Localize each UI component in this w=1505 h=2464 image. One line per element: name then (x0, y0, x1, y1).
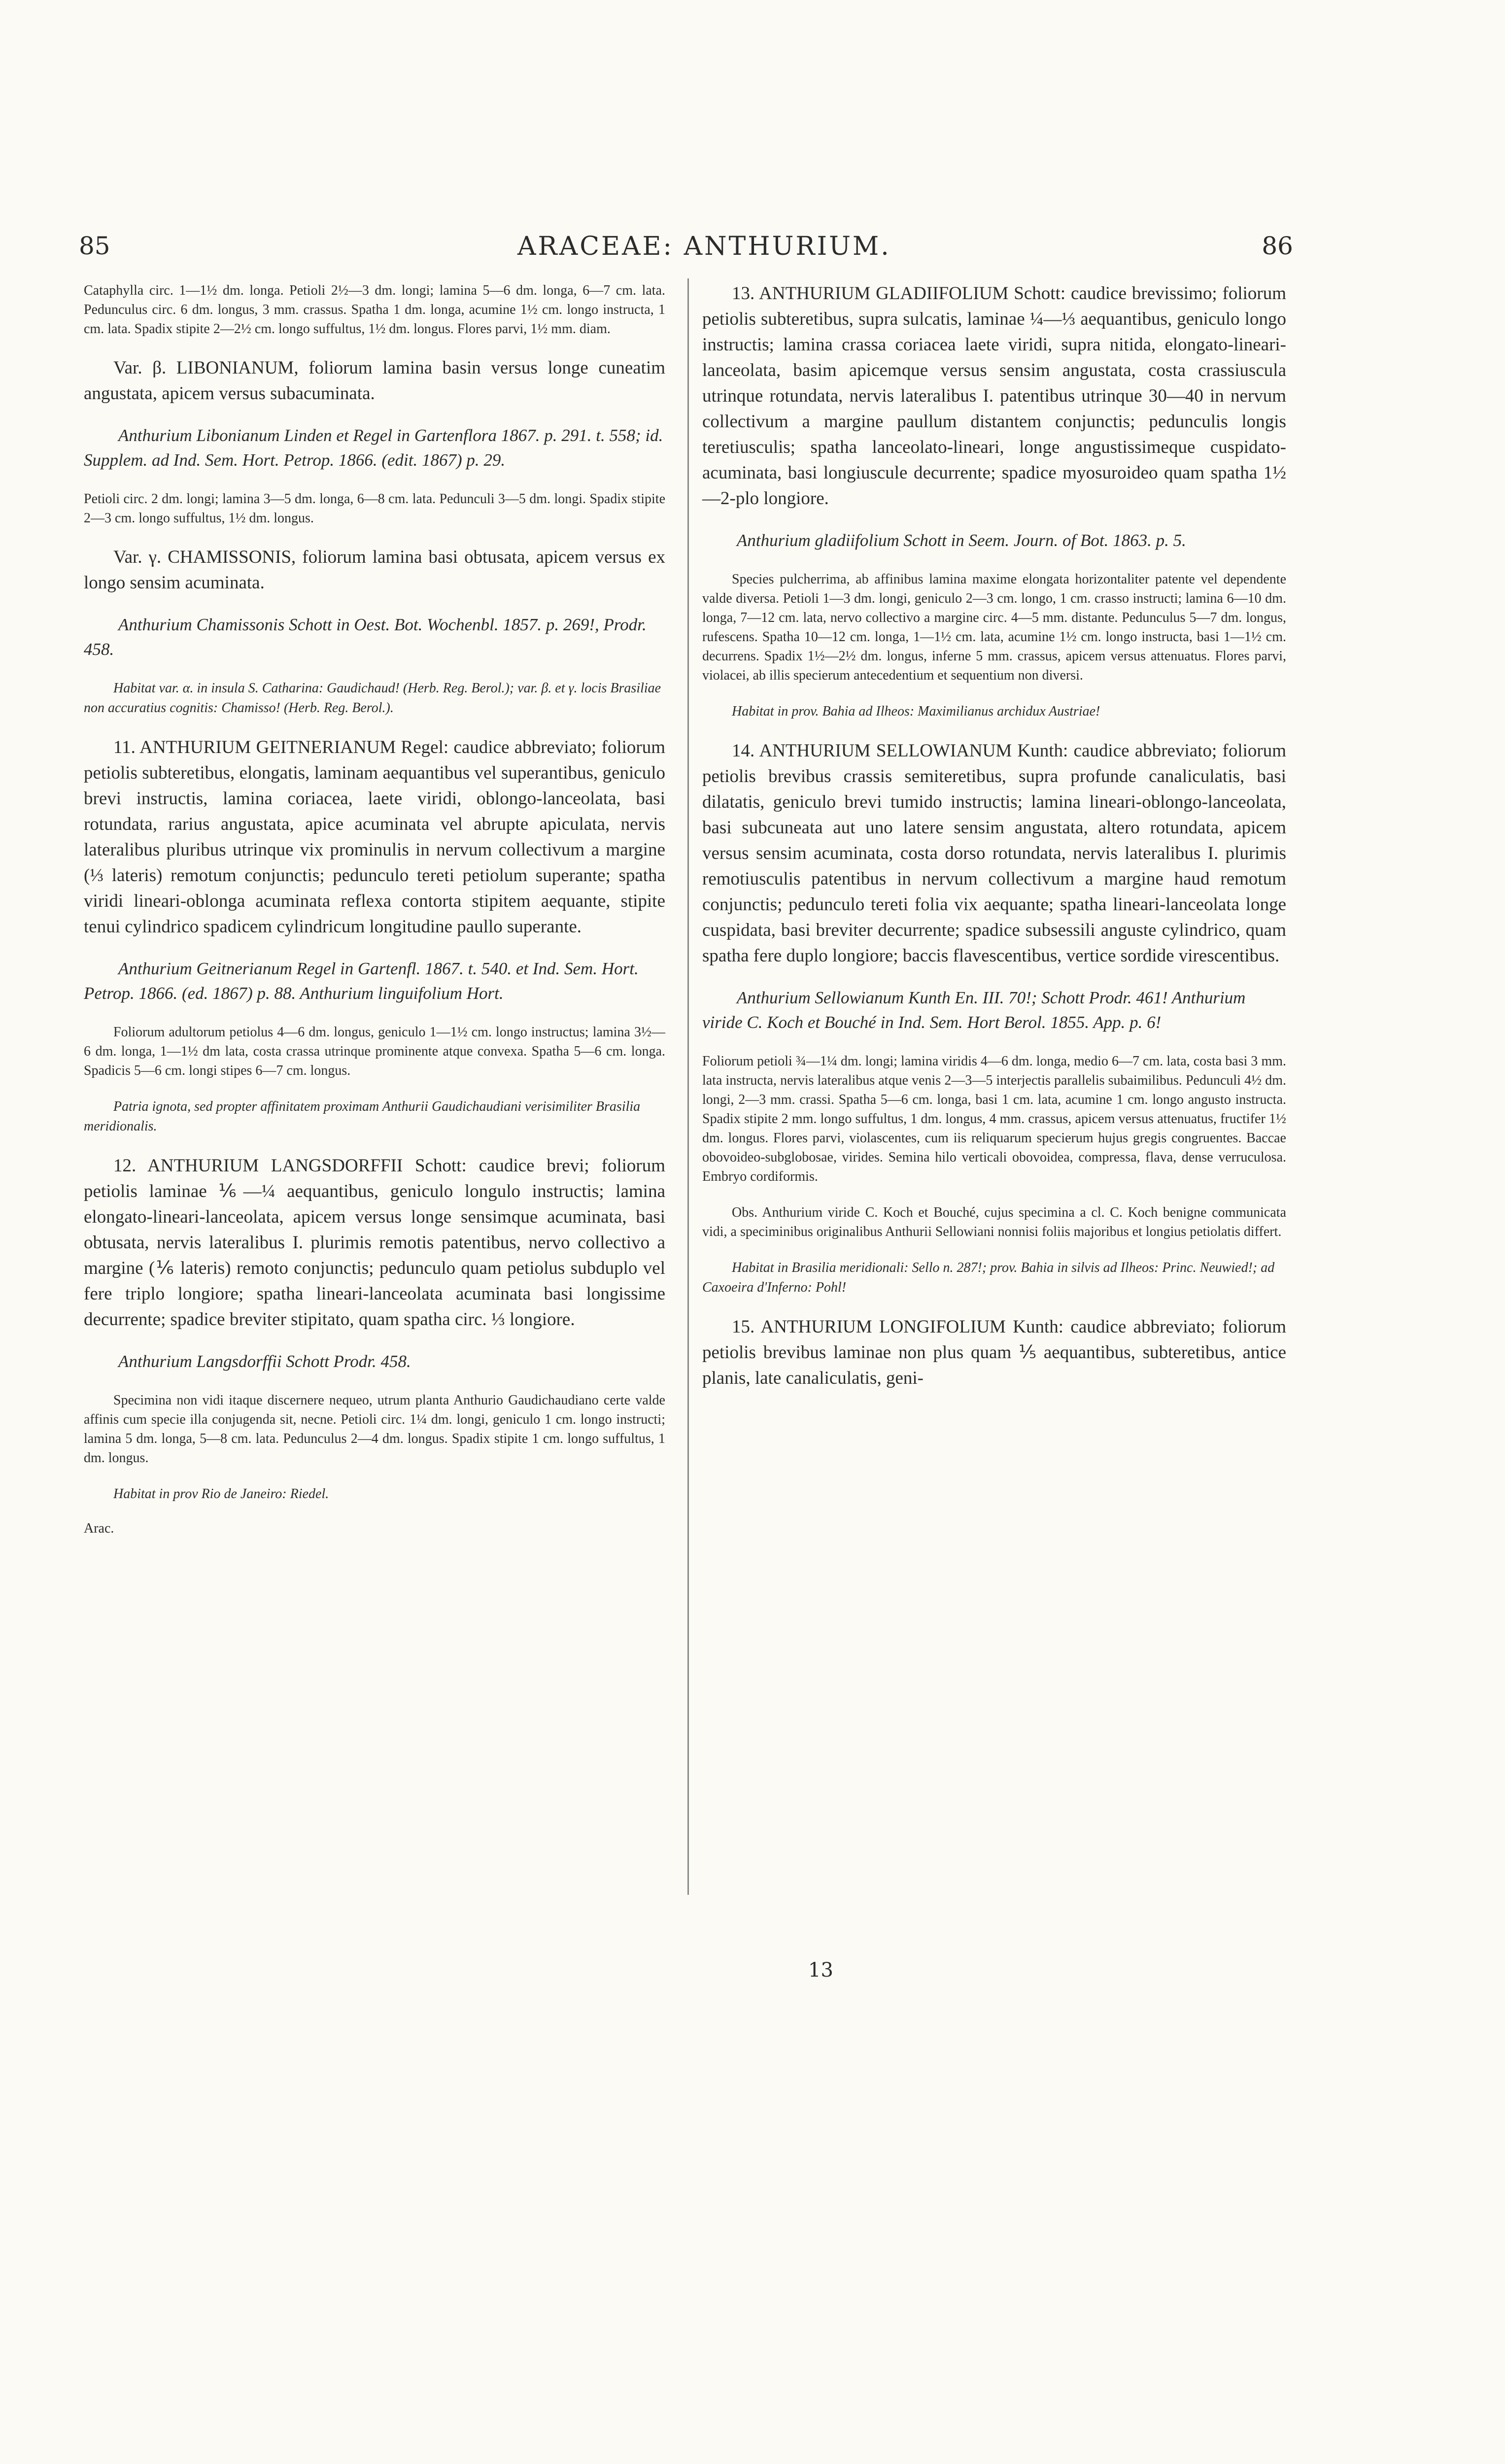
description-paragraph: Specimina non vidi itaque discernere nequeo, utrum planta Anthurio Gaudichaudiano certe valde affinis cum specie illa conjugenda sit, necne. Petioli circ. 1¼ dm. longi, geniculo 1 cm. longo instructi; lamina 5 dm. longa, 5—8 cm. lata. Pedunculus 2—4 dm. longus. Spadix stipite 1 cm. longo suffultus, 1 dm. longus. (84, 1393, 665, 1466)
citation: Anthurium Langsdorffii Schott Prodr. 458. (118, 1352, 411, 1371)
habitat-note: Habitat var. α. in insula S. Catharina: Gaudichaud! (Herb. Reg. Berol.); var. β. et γ. locis Brasiliae non accuratius cognitis: Chamisso! (Herb. Reg. Berol.). (84, 681, 661, 716)
citation: Anthurium Sellowianum Kunth En. III. 70!; Schott Prodr. 461! Anthurium viride C. Koch et Bouché in Ind. Sem. Hort Berol. 1855. App. p. 6! (702, 988, 1246, 1032)
column-divider (687, 278, 689, 1895)
species-entry: 11. ANTHURIUM GEITNERIANUM Regel: caudice abbreviato; foliorum petiolis subteretibus, elongatis, laminam aequantibus vel superantibus, geniculo brevi instructis, lamina coriacea, laete viridi, oblongo-lanceolata, basi rotundata, rarius angustata, apice acuminata vel abrupte apiculata, nervis lateralibus pluribus utrinque vix prominulis in nervum collectivum a margine (⅓ lateris) remotum conjunctis; pedunculo tereti petiolum superante; spatha viridi lineari-oblonga acuminata reflexa contorta stipitem aequante, stipite tenui cylindrico spadicem cylindricum longitudine paullo superante. (84, 737, 665, 937)
citation: Anthurium Geitnerianum Regel in Gartenfl. 1867. t. 540. et Ind. Sem. Hort. Petrop. 1866. (ed. 1867) p. 88. Anthurium linguifolium Hort. (84, 959, 639, 1003)
variety-paragraph: Var. β. LIBONIANUM, foliorum lamina basin versus longe cuneatim angustata, apicem versus subacuminata. (84, 358, 665, 404)
habitat-note: Habitat in prov Rio de Janeiro: Riedel. (113, 1486, 329, 1502)
species-entry: 12. ANTHURIUM LANGSDORFFII Schott: caudice brevi; foliorum petiolis laminae ⅙—¼ aequantibus, geniculo longulo instructis; lamina elongato-lineari-lanceolata, apicem versus longe sensimque acuminata, basi obtusata, nervis lateralibus I. plurimis remotis patentibus, nervo collectivo a margine (⅙ lateris) remoto conjunctis; pedunculo quam petiolus subduplo vel fere triplo longiore; spatha lineari-lanceolata acuminata basi longissime decurrente; spadice breviter stipitato, quam spatha circ. ⅓ longiore. (84, 1156, 665, 1330)
left-column (84, 281, 665, 1553)
page-number-left: 85 (79, 232, 110, 260)
species-entry: 15. ANTHURIUM LONGIFOLIUM Kunth: caudice abbreviato; foliorum petiolis brevibus laminae non plus quam ⅕ aequantibus, subteretibus, antice planis, late canaliculatis, geni- (702, 1317, 1286, 1388)
description-paragraph: Species pulcherrima, ab affinibus lamina maxime elongata horizontaliter patente vel dependente valde diversa. Petioli 1—3 dm. longi, geniculo 2—3 cm. longo, 1 cm. crasso instructi; lamina 6—10 dm. longa, 7—12 cm. lata, nervo collectivo a margine circ. 4—5 mm. distante. Pedunculus 5—7 dm. longus, rufescens. Spatha 10—12 cm. longa, 1—1½ cm. lata, acumine 1½ cm. longo instructa, basi 1—1½ cm. decurrens. Spadix 1½—2½ dm. longus, inferne 5 mm. crassus, apicem versus attenuatus. Flores parvi, violacei, ab illis specierum antecedentium et sequentium non diversi. (702, 572, 1286, 683)
description-paragraph: Foliorum adultorum petiolus 4—6 dm. longus, geniculo 1—1½ cm. longo instructus; lamina 3½—6 dm. longa, 1—1½ dm lata, costa crassa utrinque prominente atque convexa. Spatha 5—6 cm. longa. Spadicis 5—6 cm. longi stipes 6—7 cm. longus. (84, 1025, 665, 1078)
species-entry: 13. ANTHURIUM GLADIIFOLIUM Schott: caudice brevissimo; foliorum petiolis subteretibus, supra sulcatis, laminae ¼—⅓ aequantibus, geniculo longo instructis; lamina crassa coriacea laete viridi, supra nitida, elongato-lineari-lanceolata, basim apicemque versus sensim angustata, costa crassiuscula utrinque rotundata, nervis lateralibus I. patentibus utrinque 30—40 in nervum collectivum a margine paullum distantem conjunctis; pedunculis longis teretiusculis; spatha lanceolato-lineari, longe angustissimeque cuspidato-acuminata, basi longiuscule decurrente; spadice myosuroideo quam spatha 1½—2-plo longiore. (702, 283, 1286, 509)
description-paragraph: Petioli circ. 2 dm. longi; lamina 3—5 dm. longa, 6—8 cm. lata. Pedunculi 3—5 dm. longi. Spadix stipite 2—3 cm. longo suffultus, 1½ dm. longus. (84, 491, 665, 526)
right-column (702, 281, 1286, 1408)
habitat-note: Habitat in Brasilia meridionali: Sello n. 287!; prov. Bahia in silvis ad Ilheos: Princ. Neuwied!; ad Caxoeira d'Inferno: Pohl! (702, 1260, 1275, 1295)
description-paragraph: Cataphylla circ. 1—1½ dm. longa. Petioli 2½—3 dm. longi; lamina 5—6 dm. longa, 6—7 cm. lata. Pedunculus circ. 6 dm. longus, 3 mm. crassus. Spatha 1 dm. longa, acumine 1½ cm. longo instructa, 1 cm. lata. Spadix stipite 2—2½ cm. longo suffultus, 1½ dm. longus. Flores parvi, 1½ mm. diam. (84, 283, 665, 337)
sheet-signature: 13 (808, 1959, 833, 1982)
page-number-right: 86 (1262, 232, 1293, 260)
habitat-note: Habitat in prov. Bahia ad Ilheos: Maximilianus archidux Austriae! (732, 704, 1100, 719)
variety-paragraph: Var. γ. CHAMISSONIS, foliorum lamina basi obtusata, apicem versus ex longo sensim acuminata. (84, 547, 665, 593)
observation-note: Obs. Anthurium viride C. Koch et Bouché, cujus specimina a cl. C. Koch benigne communicata vidi, a speciminibus originalibus Anthurii Sellowiani nonnisi foliis majoribus et longius petiolatis differt. (702, 1205, 1286, 1239)
running-header (0, 232, 1505, 266)
running-title: ARACEAE: ANTHURIUM. (517, 232, 891, 261)
description-paragraph: Foliorum petioli ¾—1¼ dm. longi; lamina viridis 4—6 dm. longa, medio 6—7 cm. lata, costa basi 3 mm. lata instructa, nervis lateralibus atque venis 2—3—5 interjectis parallelis subaimilibus. Pedunculi 4½ dm. longi, 2—3 mm. crassi. Spatha 5—6 cm. longa, basi 1 cm. lata, acumine 1 cm. longo angusto instructa. Spadix stipite 2 mm. longo suffultus, 1 dm. longus, 4 mm. crassus, apicem versus attenuatus, fructifer 1½ dm. longus. Flores parvi, violascentes, cum iis reliquarum specierum hujus gregis congruentes. Baccae obovoideo-subglobosae, virides. Semina hilo verticali obovoidea, compressa, flava, dense verruculosa. Embryo cordiformis. (702, 1054, 1286, 1184)
citation: Anthurium Libonianum Linden et Regel in Gartenflora 1867. p. 291. t. 558; id. Supplem. ad Ind. Sem. Hort. Petrop. 1866. (edit. 1867) p. 29. (84, 426, 663, 470)
citation: Anthurium Chamissonis Schott in Oest. Bot. Wochenbl. 1857. p. 269!, Prodr. 458. (84, 615, 647, 659)
species-entry: 14. ANTHURIUM SELLOWIANUM Kunth: caudice abbreviato; foliorum petiolis brevibus crassis semiteretibus, supra profunde canaliculatis, basi dilatatis, geniculo brevi tumido instructis; lamina lineari-oblongo-lanceolata, basi subcuneata aut uno latere sensim angustata, altero rotundata, apicem versus sensim acuminata, costa dorso rotundata, nervis lateralibus I. plurimis remotiusculis patentibus in nervum collectivum a margine haud remotum conjunctis; pedunculo tereti folia vix aequante; spatha lineari-lanceolata longe cuspidata, basi breviter decurrente; spadice subsessili anguste cylindrico, quam spatha fere duplo longiore; baccis flavescentibus, vertice sordide virescentibus. (702, 741, 1286, 966)
signature-mark: Arac. (84, 1521, 114, 1536)
habitat-note: Patria ignota, sed propter affinitatem proximam Anthurii Gaudichaudiani verisimiliter Brasilia meridionalis. (84, 1099, 641, 1134)
citation: Anthurium gladiifolium Schott in Seem. Journ. of Bot. 1863. p. 5. (737, 531, 1186, 550)
